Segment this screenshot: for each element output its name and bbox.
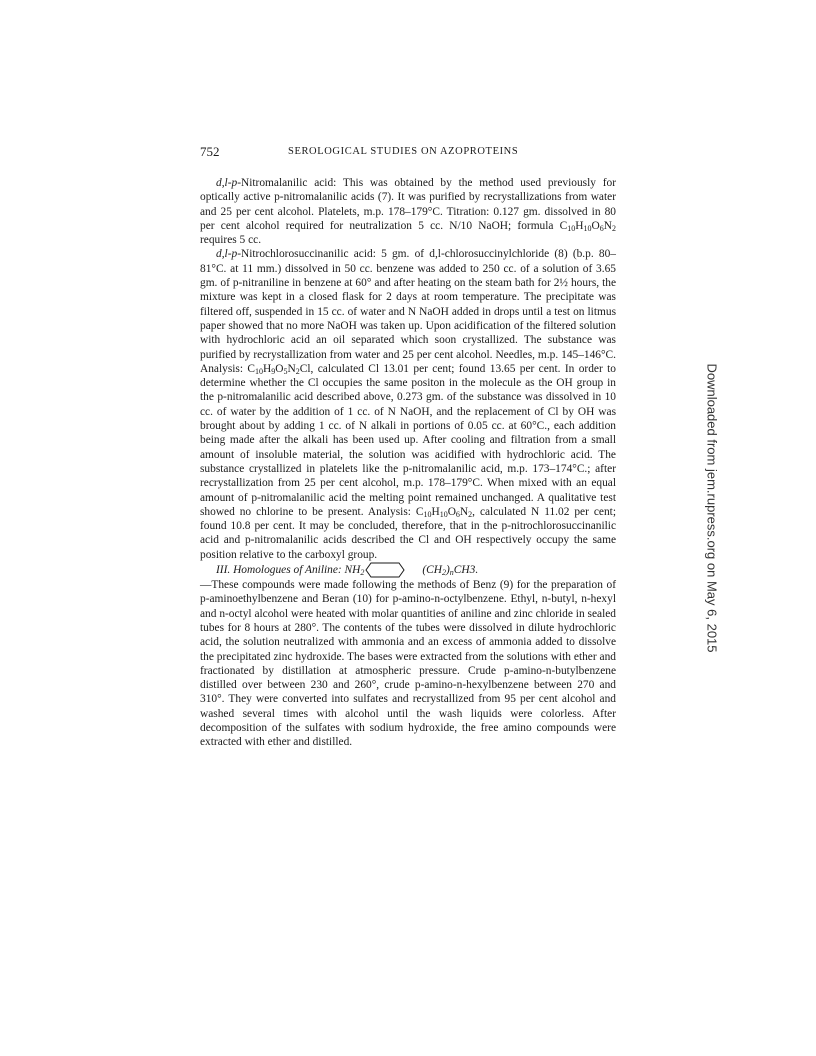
formula-tail: $(CH_2)_nCH3$. [422,563,479,577]
benzene-ring-icon [365,562,405,578]
page-header [200,144,616,162]
page-number: 752 [200,144,220,159]
compound-prefix: d,l-p- [216,248,241,261]
section-heading-line [200,562,616,578]
paragraph-text: Nitrochlorosuccinanilic acid: 5 gm. of d,l-chlorosuccinylchloride (8) (b.p. 80–81°C. at 11 mm.) dissolved in 50 cc. benzene was added to 250 cc. of a solution of 3.65 gm. of p-nitraniline in benzene at 60° and after heating on the steam bath for 2½ hours, the mixture was kept in a closed flask for 2 days at room temperature. The precipitate was filtered off, suspended in 15 cc. of water and N NaOH added in drops until a test on litmus paper showed that no more NaOH was taken up. Upon acidification of the filtered solution with hydrochloric acid an oil separated which soon crystallized. The substance was purified by recrystallization from water and 25 per cent alcohol. Needles, m.p. 145–146°C. Analysis: $C_{10}H_9O_5N_2Cl$, calculated Cl 13.01 per cent; found 13.65 per cent. In order to determine whether the Cl occupies the same positon in the molecule as the OH group in the p-nitromalanilic acid described above, 0.273 gm. of the substance was dissolved in 10 cc. of water by the addition of 1 cc. of N NaOH, and the replacement of Cl by OH was brought about by adding 1 cc. of N alkali in portions of 0.05 cc. at 60°C., each addition being made after the alkali has been used up. After cooling and filtration from a small amount of insoluble material, the solution was acidified with hydrochloric acid. The substance crystallized in platelets like the p-nitromalanilic acid, m.p. 173–174°C.; after recrystallization from 25 per cent alcohol, m.p. 178–179°C. When mixed with an equal amount of p-nitromalanilic acid the melting point remained unchanged. A qualitative test showed no chlorine to be present. Analysis: $C_{10}H_{10}O_6N_2$, calculated N 11.02 per cent; found 10.8 per cent. It may be concluded, therefore, that in the p-nitrochlorosuccinanilic acid and p-nitromalanilic acids described the Cl and OH respectively occupy the same position relative to the carboxyl group. [200,248,617,561]
paragraph-homologues-of-aniline [200,562,616,750]
paragraph-nitromalanilic-acid [200,176,616,247]
article-body [200,176,616,750]
section-heading: III. Homologues of Aniline: $NH_2$ [216,563,365,577]
compound-prefix: d,l-p- [216,177,241,189]
download-notice: Downloaded from jem.rupress.org on May 6, 2015 [704,363,720,653]
download-watermark [702,288,722,728]
paragraph-text: Nitromalanilic acid: This was obtained by the method used previously for optically active p-nitromalanilic acids (7). It was purified by recrystallizations from water and 25 per cent alcohol. Platelets, m.p. 178–179°C. Titration: 0.127 gm. dissolved in 80 per cent alcohol required for neutralization 5 cc. N/10 NaOH; formula $C_{10}H_{10}O_6N_2$ requires 5 cc. [200,177,616,247]
paragraph-text: —These compounds were made following the methods of Benz (9) for the preparation of p-aminoethylbenzene and Beran (10) for p-amino-n-octylbenzene. Ethyl, n-butyl, n-hexyl and n-octyl alcohol were heated with molar quantities of aniline and zinc chloride in sealed tubes for 8 hours at 280°. The contents of the tubes were dissolved in dilute hydrochloric acid, the solution neutralized with ammonia and an excess of ammonia added to dissolve the precipitated zinc hydroxide. The bases were extracted from the solutions with ether and fractionated by distillation at atmospheric pressure. Crude p-amino-n-butylbenzene distilled over between 230 and 260°, crude p-amino-n-hexylbenzene between 270 and 310°. They were converted into sulfates and recrystallized from 95 per cent alcohol and washed several times with alcohol until the wash liquids were colorless. After decomposition of the sulfates with sodium hydroxide, the free amino compounds were extracted with ether and distilled. [200,579,616,749]
paragraph-nitrochlorosuccinanilic-acid [200,247,616,562]
running-title: SEROLOGICAL STUDIES ON AZOPROTEINS [288,146,519,157]
